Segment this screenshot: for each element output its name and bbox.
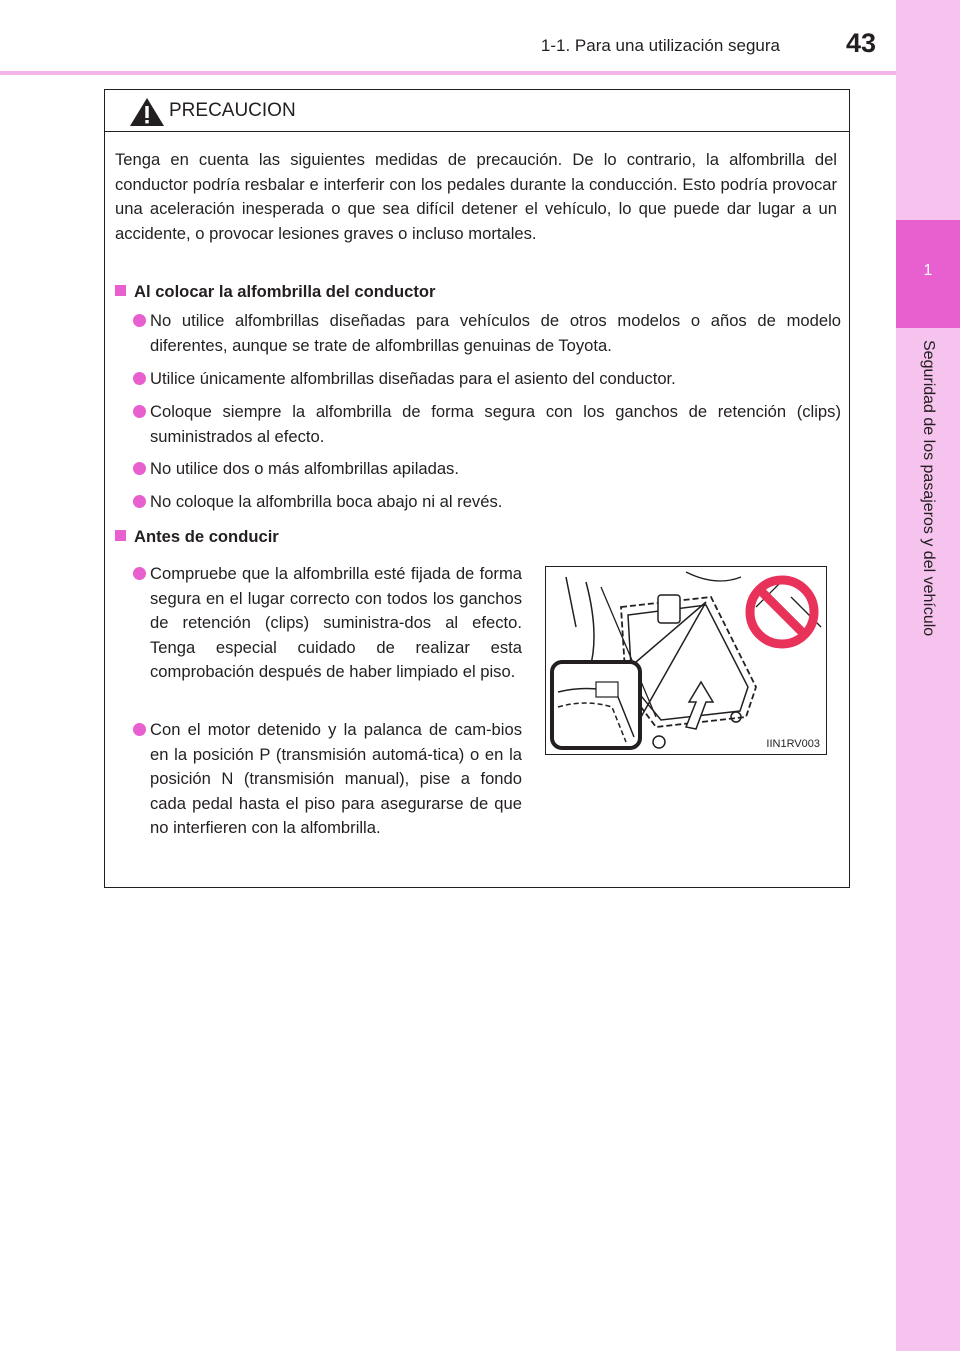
- bullet-dot-icon: [133, 314, 146, 327]
- list-item-text: Coloque siempre la alfombrilla de forma segura con los ganchos de retención (clips) suministrados al efecto.: [150, 402, 841, 446]
- section-heading-text: Antes de conducir: [134, 527, 279, 546]
- chapter-number: 1: [923, 262, 933, 279]
- square-bullet-icon: [115, 285, 126, 296]
- section-heading-before-driving: [115, 527, 279, 547]
- section-heading-text: Al colocar la alfombrilla del conductor: [134, 282, 436, 301]
- list-item-text: Compruebe que la alfombrilla esté fijada de forma segura en el lugar correcto con todos los ganchos de retención (clips) suministra-dos al efecto. Tenga especial cuidado de realizar esta comprobación después de haber limpiado el piso.: [150, 564, 522, 681]
- list-item-text: No utilice dos o más alfombrillas apiladas.: [150, 459, 459, 478]
- bullet-dot-icon: [133, 372, 146, 385]
- chapter-side-tab: [896, 0, 960, 1351]
- list-item: [133, 718, 522, 841]
- bullet-dot-icon: [133, 495, 146, 508]
- list-item: [133, 490, 841, 515]
- warning-box: [104, 89, 850, 888]
- chapter-title: Seguridad de los pasajeros y del vehículo: [920, 340, 937, 637]
- warning-triangle-icon: [129, 97, 165, 127]
- page-number: 43: [845, 28, 876, 58]
- section-title: 1-1. Para una utilización segura: [540, 36, 780, 55]
- floor-mat-drawing: [546, 567, 826, 754]
- illustration-code: IIN1RV003: [766, 738, 820, 750]
- list-item-text: Utilice únicamente alfombrillas diseñadas para el asiento del conductor.: [150, 369, 676, 388]
- list-item: [133, 562, 522, 685]
- list-item: [133, 400, 841, 449]
- list-item-text: Con el motor detenido y la palanca de cam-bios en la posición P (transmisión automá-tica) o en la posición N (transmisión manual), pise a fondo cada pedal hasta el piso para asegurarse de que no interfieren con la alfombrilla.: [150, 720, 522, 837]
- warning-intro: Tenga en cuenta las siguientes medidas de precaución. De lo contrario, la alfombrilla del conductor podría resbalar e interferir con los pedales durante la conducción. Esto podría provocar una aceleración inesperada o que sea difícil detener el vehículo, lo que puede dar lugar a un accidente, o provocar lesiones graves o incluso mortales.: [115, 150, 837, 243]
- list-item: [133, 457, 841, 482]
- list-item: [133, 309, 841, 358]
- list-item-text: No utilice alfombrillas diseñadas para vehículos de otros modelos o años de modelo diferentes, aunque se trate de alfombrillas genuinas de Toyota.: [150, 311, 841, 355]
- list-item-text: No coloque la alfombrilla boca abajo ni al revés.: [150, 492, 503, 511]
- chapter-title-vertical: [896, 340, 960, 740]
- warning-title: PRECAUCION: [169, 100, 296, 121]
- bullet-dot-icon: [133, 567, 146, 580]
- bullet-dot-icon: [133, 462, 146, 475]
- floor-mat-illustration: [545, 566, 827, 755]
- prohibition-icon: [750, 580, 814, 644]
- bullet-dot-icon: [133, 405, 146, 418]
- bullet-dot-icon: [133, 723, 146, 736]
- header-rule: [0, 71, 896, 75]
- square-bullet-icon: [115, 530, 126, 541]
- section-heading-placing-mat: [115, 282, 436, 302]
- list-item: [133, 367, 841, 392]
- warning-header: [105, 90, 849, 132]
